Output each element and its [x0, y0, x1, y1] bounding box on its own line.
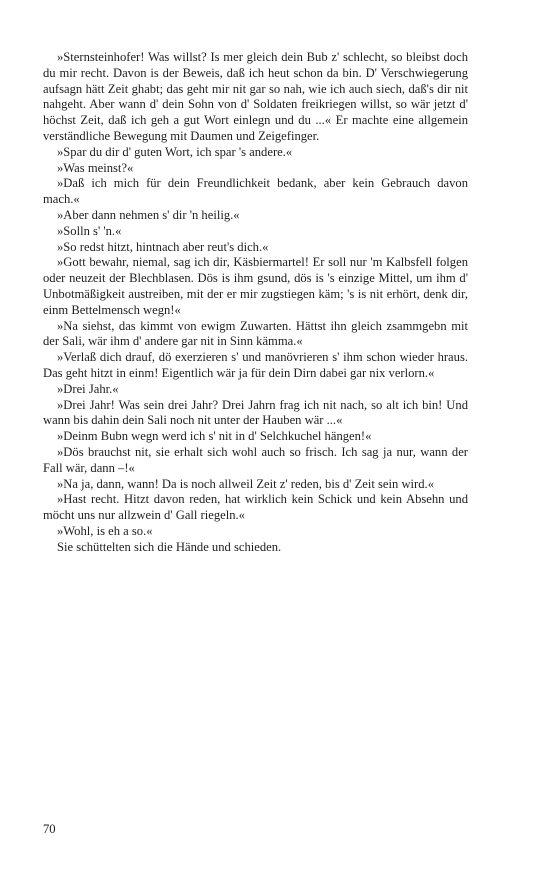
paragraph: »Dös brauchst nit, sie erhalt sich wohl auch so frisch. Ich sag ja nur, wann der Fall wär, dann –!« [43, 444, 468, 475]
paragraph: Sie schüttelten sich die Hände und schieden. [57, 539, 282, 554]
paragraph: »Verlaß dich drauf, dö exerzieren s' und manövrieren s' ihm schon wieder hraus. Das geht hitzt in einm! Eigentlich wär ja für dein Dirn dabei gar nix verlorn.« [43, 350, 468, 380]
paragraph: »Was meinst?« [57, 160, 134, 175]
paragraph: »Gott bewahr, niemal, sag ich dir, Käsbiermartel! Er soll nur 'm Kalbsfell folgen oder neuzeit der Blechblasen. Dös is ihm gsund, dös is 's einzige Mittel, um ihm d' Unbotmäßigkeit austreiben, mit der er mir zugstiegen käm; 's is nit erhört, denk dir, einm Bettelmensch wegn!« [43, 255, 468, 317]
page-number: 70 [43, 822, 56, 836]
paragraph: »Na siehst, das kimmt von ewigm Zuwarten. Hättst ihn gleich zsammgebn mit der Sali, wär ihm d' andere gar nit in Sinn kämma.« [43, 318, 468, 349]
paragraph: »Wohl, is eh a so.« [57, 523, 153, 538]
paragraph: »Drei Jahr! Was sein drei Jahr? Drei Jahrn frag ich nit nach, so alt ich bin! Und wann bis dahin dein Sali noch nit unter der Hauben wär ...« [43, 397, 468, 428]
paragraph: »Aber dann nehmen s' dir 'n heilig.« [57, 207, 240, 222]
paragraph: »Sternsteinhofer! Was willst? Is mer gleich dein Bub z' schlecht, so bleibst doch du mir recht. Davon is der Beweis, daß ich heut schon da bin. D' Verschwiegerung aufsagn hätt Zeit ghabt; das geht mir nit gar so nah, wie ich auch siech, daß's dir nit nahgeht. Aber wann d' dein Sohn von d' Soldaten freikriegen willst, so wär jetzt d' höchst Zeit, daß ich geh a gut Wort einlegn und du ...« Er machte eine allgemein verständliche Bewegung mit Daumen und Zeigefinger. [43, 50, 468, 143]
paragraph: »So redst hitzt, hintnach aber reut's dich.« [57, 239, 269, 254]
paragraph: »Na ja, dann, wann! Da is noch allweil Zeit z' reden, bis d' Zeit sein wird.« [57, 476, 434, 491]
paragraph: »Daß ich mich für dein Freundlichkeit bedank, aber kein Gebrauch davon mach.« [43, 176, 468, 207]
paragraph: »Hast recht. Hitzt davon reden, hat wirklich kein Schick und kein Absehn und möcht uns nur allzwein d' Gall riegeln.« [43, 492, 468, 523]
page-body-text [43, 50, 468, 556]
paragraph: »Solln s' 'n.« [57, 223, 122, 238]
paragraph: »Spar du dir d' guten Wort, ich spar 's andere.« [57, 144, 293, 159]
paragraph: »Drei Jahr.« [57, 381, 119, 396]
paragraph: »Deinm Bubn wegn werd ich s' nit in d' Selchkuchel hängen!« [57, 429, 372, 444]
